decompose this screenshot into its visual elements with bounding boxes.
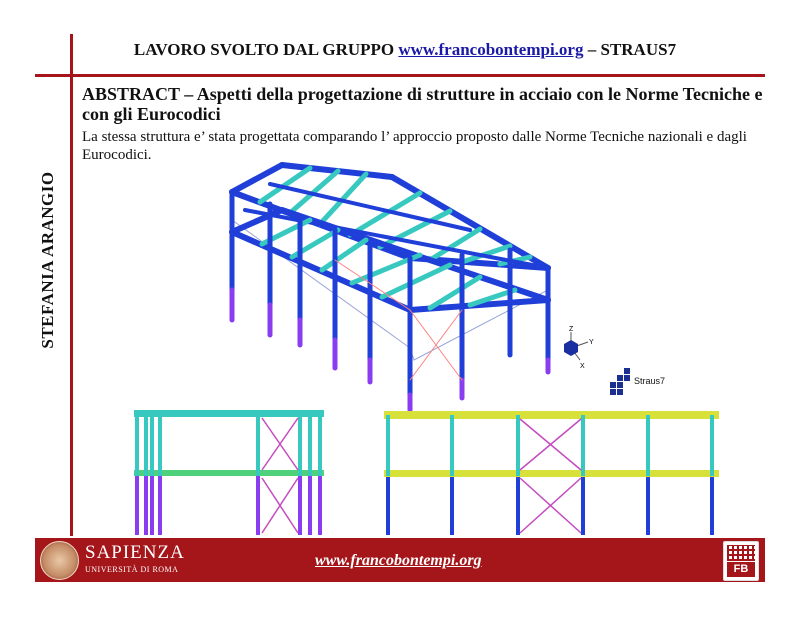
fb-logo-text: FB: [727, 562, 755, 577]
axis-y-label: Y: [589, 339, 594, 346]
university-subtitle: UNIVERSITÀ DI ROMA: [85, 565, 179, 574]
straus7-logo-icon: [610, 368, 630, 395]
sapienza-seal-icon: [40, 541, 79, 580]
header-suffix: – STRAUS7: [583, 40, 677, 59]
header-prefix: LAVORO SVOLTO DAL GRUPPO: [133, 40, 399, 59]
university-name: SAPIENZA: [85, 542, 185, 563]
axis-z-label: Z: [569, 326, 574, 333]
footer-bar: [35, 538, 765, 582]
straus7-label: Straus7: [634, 376, 666, 386]
isometric-frame: [232, 165, 548, 410]
side-elevation: [134, 410, 324, 535]
axis-x-label: X: [580, 363, 585, 370]
front-elevation: [384, 411, 719, 535]
abstract-description: La stessa struttura e’ stata progettata comparando l’ approccio proposto dalle Norme Tecniche nazionali e dagli Eurocodici.: [82, 129, 747, 163]
author-name: STEFANIA ARANGIO: [38, 171, 57, 349]
header-link[interactable]: www.francobontempi.org: [398, 40, 584, 59]
abstract-title: ABSTRACT – Aspetti della progettazione di strutture in acciaio con le Norme Tecniche e con gli Eurocodici: [82, 84, 763, 124]
fb-logo-icon: [723, 541, 759, 581]
footer-link[interactable]: www.francobontempi.org: [315, 552, 482, 569]
axis-triad: [564, 326, 594, 370]
